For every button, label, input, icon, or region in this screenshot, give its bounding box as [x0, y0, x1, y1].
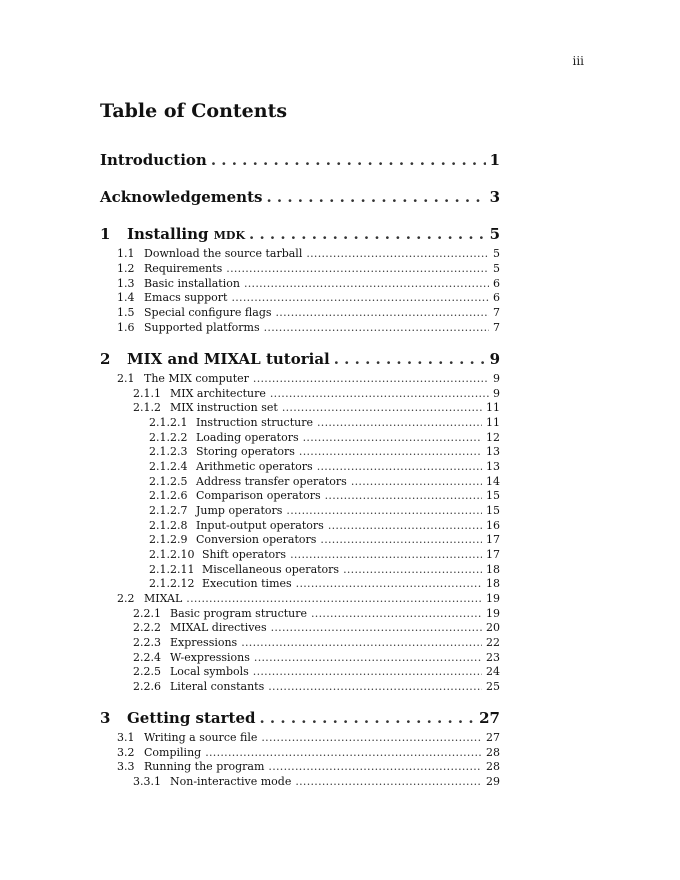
toc-entry-number: 1.1 — [117, 247, 135, 260]
toc-entry-page: 19 — [486, 592, 500, 605]
toc-entry-title: Running the program — [144, 760, 265, 773]
toc-section-1-6[interactable] — [117, 321, 500, 334]
toc-entry-title: Getting started — [127, 709, 256, 727]
toc-entry-number: 2 — [100, 350, 111, 368]
toc-entry-page: 27 — [479, 709, 500, 727]
dot-leader — [231, 291, 489, 304]
toc-entry-page: 13 — [486, 445, 500, 458]
toc-entry-number: 1.4 — [117, 291, 135, 304]
toc-entry-title: Compiling — [144, 746, 202, 759]
toc-entry-number: 2.2.2 — [133, 621, 161, 634]
toc-entry-page: 22 — [486, 636, 500, 649]
toc-entry-number: 2.2.3 — [133, 636, 161, 649]
toc-entry-title: Arithmetic operators — [196, 460, 313, 473]
toc-section-2-2-4[interactable] — [133, 651, 500, 664]
toc-section-2-1-2-4[interactable] — [149, 460, 500, 473]
toc-entry-page: 7 — [493, 321, 500, 334]
toc-entry-number: 1.6 — [117, 321, 135, 334]
toc-section-2-1-2-1[interactable] — [149, 416, 500, 429]
toc-entry-title: Acknowledgements — [100, 188, 263, 206]
toc-section-3-3[interactable] — [117, 760, 500, 773]
toc-entry-title: Emacs support — [144, 291, 228, 304]
toc-entry-number: 1.3 — [117, 277, 135, 290]
dot-leader — [241, 636, 482, 649]
toc-entry-title: MIX and MIXAL tutorial — [127, 350, 330, 368]
toc-entry-title: The MIX computer — [144, 372, 249, 385]
dot-leader — [271, 621, 482, 634]
toc-entry-page: 12 — [486, 431, 500, 444]
toc-entry-number: 2.1.2.7 — [149, 504, 188, 517]
toc-section-2-2-5[interactable] — [133, 665, 500, 678]
toc-entry-title: Comparison operators — [196, 489, 321, 502]
dot-leader — [334, 350, 486, 368]
dot-leader — [343, 563, 482, 576]
toc-section-2-1-2-6[interactable] — [149, 489, 500, 502]
dot-leader — [295, 775, 482, 788]
dot-leader — [296, 577, 482, 590]
toc-entry-page: 28 — [486, 760, 500, 773]
dot-leader — [253, 372, 489, 385]
toc-section-2-2-3[interactable] — [133, 636, 500, 649]
toc-entry-title: Local symbols — [170, 665, 249, 678]
toc-section-2-1-2-12[interactable] — [149, 577, 500, 590]
toc-entry-title: Miscellaneous operators — [202, 563, 340, 576]
toc-entry-number: 2.1.2.5 — [149, 475, 188, 488]
toc-entry-number: 2.1.2.11 — [149, 563, 195, 576]
toc-entry-page: 5 — [489, 225, 500, 243]
dot-leader — [254, 651, 482, 664]
toc-entry-page: 1 — [489, 151, 500, 169]
toc-entry-title: MIXAL — [144, 592, 183, 605]
toc-entry-number: 3.3 — [117, 760, 135, 773]
toc-entry-number: 2.1 — [117, 372, 135, 385]
toc-entry-page: 17 — [486, 548, 500, 561]
toc-chapter-1[interactable] — [100, 225, 500, 243]
toc-section-2-1-2-3[interactable] — [149, 445, 500, 458]
toc-entry-page: 9 — [493, 372, 500, 385]
toc-entry-title: Instruction structure — [196, 416, 313, 429]
dot-leader — [299, 445, 482, 458]
dot-leader — [320, 533, 482, 546]
toc-entry-page: 20 — [486, 621, 500, 634]
toc-chapter-3[interactable] — [100, 709, 500, 727]
dot-leader — [317, 460, 482, 473]
toc-entry-number: 1.2 — [117, 262, 135, 275]
toc-section-2-1[interactable] — [117, 372, 500, 385]
dot-leader — [205, 746, 482, 759]
dot-leader — [290, 548, 482, 561]
dot-leader — [317, 416, 482, 429]
toc-entry-page: 6 — [493, 291, 500, 304]
toc-section-2-2[interactable] — [117, 592, 500, 605]
toc-entry-title: Literal constants — [170, 680, 265, 693]
toc-entry-number: 2.2 — [117, 592, 135, 605]
dot-leader — [253, 665, 482, 678]
toc-entry-page: 11 — [486, 401, 500, 414]
toc-entry-title: Supported platforms — [144, 321, 260, 334]
dot-leader — [244, 277, 489, 290]
toc-section-2-2-1[interactable] — [133, 607, 500, 620]
toc-entry-acknowledgements[interactable] — [100, 188, 500, 206]
dot-leader — [249, 225, 486, 243]
toc-entry-number: 2.1.2.10 — [149, 548, 195, 561]
toc-entry-number: 2.1.2.8 — [149, 519, 188, 532]
toc-entry-page: 24 — [486, 665, 500, 678]
toc-entry-page: 3 — [489, 188, 500, 206]
toc-entry-page: 11 — [486, 416, 500, 429]
toc-section-2-1-2-2[interactable] — [149, 431, 500, 444]
toc-entry-page: 17 — [486, 533, 500, 546]
dot-leader — [328, 519, 482, 532]
toc-entry-introduction[interactable] — [100, 151, 500, 169]
toc-entry-page: 29 — [486, 775, 500, 788]
toc-entry-page: 27 — [486, 731, 500, 744]
toc-entry-title: Address transfer operators — [196, 475, 347, 488]
toc-entry-page: 16 — [486, 519, 500, 532]
toc-entry-page: 23 — [486, 651, 500, 664]
toc-section-2-1-2-7[interactable] — [149, 504, 500, 517]
toc-entry-number: 3 — [100, 709, 111, 727]
toc-entry-title: Basic program structure — [170, 607, 308, 620]
toc-entry-number: 3.2 — [117, 746, 135, 759]
toc-section-1-2[interactable] — [117, 262, 500, 275]
toc-entry-number: 2.1.2 — [133, 401, 161, 414]
dot-leader — [270, 387, 489, 400]
dot-leader — [266, 188, 485, 206]
toc-section-2-1-2-10[interactable] — [149, 548, 500, 561]
toc-entry-number: 1.5 — [117, 306, 135, 319]
toc-chapter-2[interactable] — [100, 350, 500, 368]
dot-leader — [268, 680, 482, 693]
dot-leader — [186, 592, 482, 605]
toc-entry-number: 2.2.5 — [133, 665, 161, 678]
dot-leader — [311, 607, 482, 620]
toc-entry-title: W-expressions — [170, 651, 250, 664]
toc-entry-number: 1 — [100, 225, 111, 243]
toc-entry-title-text: Installing — [127, 225, 209, 243]
toc-entry-title: Introduction — [100, 151, 207, 169]
toc-section-2-2-6[interactable] — [133, 680, 500, 693]
toc-section-3-1[interactable] — [117, 731, 500, 744]
toc-entry-page: 15 — [486, 489, 500, 502]
toc-section-1-3[interactable] — [117, 277, 500, 290]
toc-section-2-1-2[interactable] — [133, 401, 500, 414]
dot-leader — [226, 262, 489, 275]
dot-leader — [211, 151, 486, 169]
toc-entry-title: Non-interactive mode — [170, 775, 292, 788]
toc-entry-title: Writing a source file — [144, 731, 258, 744]
dot-leader — [276, 306, 489, 319]
toc-entry-page: 13 — [486, 460, 500, 473]
toc-entry-page: 28 — [486, 746, 500, 759]
dot-leader — [306, 247, 489, 260]
toc-section-1-1[interactable] — [117, 247, 500, 260]
toc-entry-number: 2.1.2.6 — [149, 489, 188, 502]
toc-entry-number: 2.2.6 — [133, 680, 161, 693]
toc-entry-page: 9 — [493, 387, 500, 400]
toc-entry-page: 18 — [486, 577, 500, 590]
toc-entry-page: 5 — [493, 247, 500, 260]
toc-section-3-3-1[interactable] — [133, 775, 500, 788]
toc-entry-number: 2.2.1 — [133, 607, 161, 620]
toc-entry-title-smallcaps: mdk — [213, 225, 246, 243]
toc-entry-page: 9 — [489, 350, 500, 368]
toc-entry-title: Basic installation — [144, 277, 240, 290]
toc-entry-title: Special configure flags — [144, 306, 272, 319]
toc-entry-title: Requirements — [144, 262, 223, 275]
dot-leader — [264, 321, 489, 334]
dot-leader — [261, 731, 482, 744]
dot-leader — [286, 504, 482, 517]
dot-leader — [282, 401, 482, 414]
toc-entry-page: 14 — [486, 475, 500, 488]
toc-section-2-1-2-5[interactable] — [149, 475, 500, 488]
toc-entry-number: 3.1 — [117, 731, 135, 744]
dot-leader — [268, 760, 482, 773]
toc-entry-title: MIX architecture — [170, 387, 266, 400]
toc-entry-title: Storing operators — [196, 445, 295, 458]
toc-entry-page: 6 — [493, 277, 500, 290]
dot-leader — [351, 475, 482, 488]
toc-entry-number: 2.1.1 — [133, 387, 161, 400]
toc-entry-number: 2.1.2.3 — [149, 445, 188, 458]
toc-section-2-1-2-9[interactable] — [149, 533, 500, 546]
toc-section-2-1-2-11[interactable] — [149, 563, 500, 576]
toc-entry-page: 5 — [493, 262, 500, 275]
toc-entry-number: 2.2.4 — [133, 651, 161, 664]
page-title: Table of Contents — [100, 100, 288, 122]
toc-entry-title: Download the source tarball — [144, 247, 303, 260]
toc-entry-title: Expressions — [170, 636, 238, 649]
page-number: iii — [572, 54, 584, 68]
toc-entry-title: Jump operators — [196, 504, 283, 517]
toc-entry-title: Execution times — [202, 577, 292, 590]
toc-entry-title — [127, 225, 245, 243]
toc-section-3-2[interactable] — [117, 746, 500, 759]
toc-section-1-5[interactable] — [117, 306, 500, 319]
dot-leader — [325, 489, 482, 502]
toc-entry-page: 25 — [486, 680, 500, 693]
toc-entry-number: 2.1.2.2 — [149, 431, 188, 444]
toc-entry-number: 2.1.2.4 — [149, 460, 188, 473]
dot-leader — [259, 709, 475, 727]
toc-entry-title: Shift operators — [202, 548, 287, 561]
toc-entry-page: 19 — [486, 607, 500, 620]
toc-section-2-1-2-8[interactable] — [149, 519, 500, 532]
toc-entry-title: MIXAL directives — [170, 621, 267, 634]
toc-entry-title: MIX instruction set — [170, 401, 278, 414]
dot-leader — [303, 431, 482, 444]
toc-entry-page: 7 — [493, 306, 500, 319]
toc-section-2-2-2[interactable] — [133, 621, 500, 634]
toc-entry-title: Loading operators — [196, 431, 299, 444]
toc-entry-number: 3.3.1 — [133, 775, 161, 788]
toc-section-2-1-1[interactable] — [133, 387, 500, 400]
toc-entry-page: 18 — [486, 563, 500, 576]
toc-entry-title: Input-output operators — [196, 519, 324, 532]
toc-entry-number: 2.1.2.12 — [149, 577, 195, 590]
toc-entry-page: 15 — [486, 504, 500, 517]
toc-entry-number: 2.1.2.9 — [149, 533, 188, 546]
toc-section-1-4[interactable] — [117, 291, 500, 304]
toc-entry-number: 2.1.2.1 — [149, 416, 188, 429]
toc-entry-title: Conversion operators — [196, 533, 317, 546]
